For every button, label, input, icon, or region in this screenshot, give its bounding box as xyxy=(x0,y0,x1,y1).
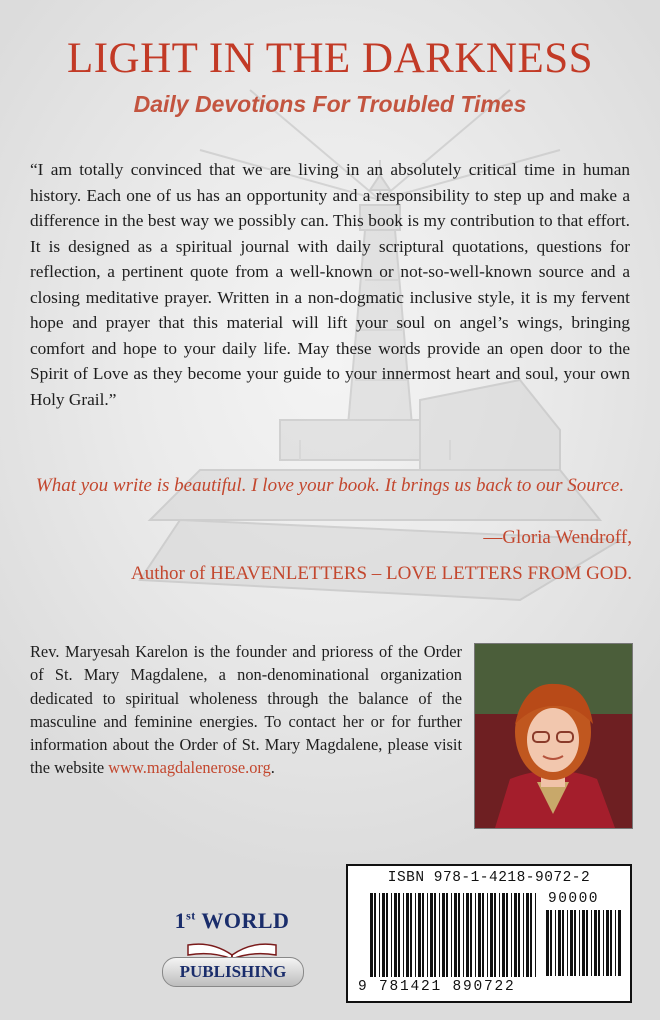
barcode-bar xyxy=(410,893,412,977)
isbn-addon-code: 90000 xyxy=(548,891,600,907)
barcode-bar xyxy=(603,910,604,976)
barcode-bar xyxy=(370,893,373,977)
barcode-bar xyxy=(490,893,493,977)
barcode-bar xyxy=(439,893,440,977)
isbn-digits: 9 781421 890722 xyxy=(358,979,516,995)
author-photo xyxy=(474,643,633,829)
barcode-bar xyxy=(391,893,392,977)
isbn-barcode-box xyxy=(346,864,632,1003)
publisher-logo-num: 1 xyxy=(174,908,187,933)
barcode-bar xyxy=(470,893,472,977)
barcode-bar xyxy=(406,893,409,977)
barcode-bar xyxy=(379,893,380,977)
barcode-bar xyxy=(514,893,517,977)
publisher-logo-sup: st xyxy=(186,908,196,923)
barcode-bar xyxy=(594,910,597,976)
barcode-bar xyxy=(591,910,592,976)
isbn-addon-barcode xyxy=(546,910,622,976)
barcode-bar xyxy=(434,893,436,977)
barcode-bar xyxy=(386,893,388,977)
barcode-bar xyxy=(427,893,428,977)
barcode-bar xyxy=(458,893,460,977)
author-bio xyxy=(30,640,462,780)
barcode-bar xyxy=(518,893,520,977)
open-book-icon xyxy=(184,935,280,959)
barcode-bar xyxy=(582,910,585,976)
barcode-bar xyxy=(570,910,573,976)
publisher-logo-name: PUBLISHING xyxy=(162,957,304,987)
barcode-bar xyxy=(422,893,424,977)
barcode-bar xyxy=(446,893,448,977)
barcode-bar xyxy=(567,910,568,976)
barcode-bar xyxy=(454,893,457,977)
barcode-bar xyxy=(487,893,488,977)
barcode-bar xyxy=(451,893,452,977)
barcode-bar xyxy=(478,893,481,977)
book-subtitle: Daily Devotions For Troubled Times xyxy=(133,91,527,117)
barcode-bar xyxy=(494,893,496,977)
author-portrait-illustration xyxy=(475,644,632,828)
barcode-bar xyxy=(558,910,561,976)
barcode-bar xyxy=(442,893,445,977)
book-title: LIGHT IN THE DARKNESS xyxy=(66,35,594,82)
author-bio-end: . xyxy=(270,758,275,778)
barcode-bar xyxy=(394,893,397,977)
barcode-bar xyxy=(511,893,512,977)
barcode-bar xyxy=(463,893,464,977)
barcode-bar xyxy=(546,910,549,976)
barcode-bar xyxy=(606,910,609,976)
barcode-bar xyxy=(374,893,376,977)
barcode-bar xyxy=(535,893,536,977)
barcode-bar xyxy=(430,893,433,977)
publisher-logo-top xyxy=(152,908,312,934)
barcode-bar xyxy=(530,893,532,977)
barcode-bar xyxy=(523,893,524,977)
barcode-bar xyxy=(579,910,580,976)
author-bio-text: Rev. Maryesah Karelon is the founder and prioress of the Order of St. Mary Magdalene, a non-denominational organization dedicated to spiritual wholeness through the balance of the masculine and feminine energies. To contact her or for further information about the Order of St. Mary Magdalene, please visit the website xyxy=(30,642,462,778)
barcode-bar xyxy=(502,893,505,977)
barcode-bar xyxy=(482,893,484,977)
publisher-logo xyxy=(152,908,312,1000)
barcode-bar xyxy=(586,910,588,976)
barcode-bar xyxy=(526,893,529,977)
barcode-bar xyxy=(562,910,564,976)
author-website-link[interactable]: www.magdalenerose.org xyxy=(108,758,271,778)
praise-author-role: Author of HEAVENLETTERS – LOVE LETTERS FROM GOD. xyxy=(130,563,632,584)
barcode-bar xyxy=(610,910,612,976)
barcode-bar xyxy=(598,910,600,976)
barcode-bar xyxy=(382,893,385,977)
barcode-bar xyxy=(615,910,616,976)
barcode-bar xyxy=(466,893,469,977)
barcode-bar xyxy=(574,910,576,976)
barcode-bar xyxy=(555,910,556,976)
barcode-bar xyxy=(403,893,404,977)
praise-quote: What you write is beautiful. I love your book. It brings us back to our Source. xyxy=(35,475,625,496)
barcode-bar xyxy=(475,893,476,977)
barcode-bar xyxy=(550,910,552,976)
author-quote: “I am totally convinced that we are living in an absolutely critical time in human history. Each one of us has an opportunity and a responsibility to step up and make a difference in the best way we possibly can. This book is my contribution to that effort. It is designed as a spiritual journal with daily scriptural quotations, questions for reflection, a pertinent quote from a well-known or not-so-well-known source and a closing meditative prayer. Written in a non-dogmatic inclusive style, it is my fervent hope and prayer that this material will lift your soul on angel’s wings, bringing comfort and hope to your daily life. May these words provide an open door to the Spirit of Love as they become your guide to your innermost heart and soul, your own Holy Grail.” xyxy=(30,160,630,409)
barcode-bar xyxy=(418,893,421,977)
barcode-bar xyxy=(499,893,500,977)
isbn-barcode xyxy=(370,893,540,977)
barcode-bar xyxy=(415,893,416,977)
barcode-bar xyxy=(618,910,621,976)
barcode-bar xyxy=(506,893,508,977)
publisher-logo-word: WORLD xyxy=(201,908,290,933)
praise-author: —Gloria Wendroff, xyxy=(483,527,632,548)
isbn-label: ISBN 978-1-4218-9072-2 xyxy=(387,870,591,886)
barcode-bar xyxy=(398,893,400,977)
